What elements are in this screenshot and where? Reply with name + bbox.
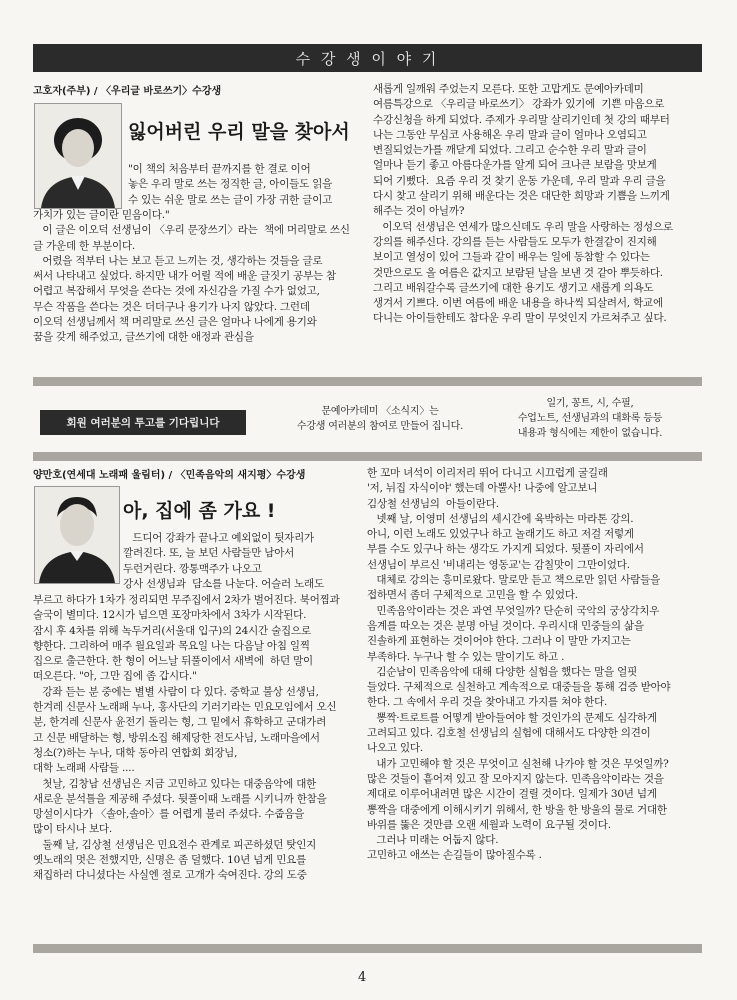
article2-author-photo [34,486,120,584]
portrait-man-icon [35,487,119,583]
article1-col1-indented: "이 책의 처음부터 끝까지를 한 결로 이어 놓은 우리 말로 쓰는 정직한 글, 아이들도 읽을 수 있는 쉬운 말로 쓰는 글이 가장 귀한 글이고 [128,163,333,206]
article1-author-photo [34,103,122,209]
notice-label: 회원 여러분의 투고를 기다립니다 [40,410,246,435]
article2-col1-indented: 드디어 강좌가 끝나고 예외없이 뒷자리가 깔려진다. 또, 늘 보던 사람들만 남아서 두런거린다. 깡통맥주가 나오고 강사 선생님과 담소를 나눈다. 어슬러 노래도 [123,532,324,590]
page-number: 4 [358,970,367,985]
footer-divider-bar [33,944,702,953]
article1-byline: 고호자(주부) / 〈우리글 바로쓰기〉수강생 [33,86,222,97]
section-divider-bar [33,377,702,386]
article1-col1-main: 가치가 있는 글이란 믿음이다." 이 글은 이오덕 선생님이 〈우리 문장쓰기〉라는 책에 머리말로 쓰신 글 가운데 한 부분이다. 어렸을 적부터 나는 보고 듣고 느끼는 것, 생각하는 것들을 글로 써서 나타내고 싶었다. 하지만 내가 어릴 적에 배운 글짓기 공부는 참 어렵고 복잡해서 무엇을 쓴다는 것에 자신감을 가질 수가 없었고, 무슨 작품을 쓴다는 것은 더더구나 용기가 나지 않았다. 그런데 이오덕 선생님께서 책 머리말로 쓰신 글은 얼마나 나에게 용기와 꿈을 갖게 해주었고, 글쓰기에 대한 애정과 관심을 [33,209,350,344]
article2-byline: 양만호(연세대 노래패 울림터) / 〈민족음악의 새지평〉수강생 [33,470,306,481]
article2-col2: 한 꼬마 녀석이 이리저리 뛰어 다니고 시끄럽게 굴길래 '저, 뉘집 자식이야' 했는데 아뿔사! 나중에 알고보니 김상철 선생님의 아들이란다. 넷째 날, 이영미 선생님의 세시간에 육박하는 마라톤 강의. 아니, 이런 노래도 있었구나 하고 놀래기도 하고 저걸 저렇게 부를 수도 있구나 하는 생각도 가지게 되었다. 뒷풀이 자리에서 선생님이 부르신 '비내리는 영동교'는 감칠맛이 그만이었다. 대체로 강의는 흥미로왔다. 말로만 듣고 책으로만 읽던 사람들을 접하면서 좀더 구체적으로 고민을 할 수 있었다. 민족음악이라는 것은 과연 무엇일까? 단순히 국악의 궁상각치우 음계를 따오는 것은 분명 아닐 것이다. 우리시대 민중들의 삶을 진솔하게 표현하는 것이어야 한다. 그러나 이 말만 가지고는 부족하다. 누구나 할 수 있는 말이기도 하고 . 김순남이 민족음악에 대해 다양한 실험을 했다는 말을 얼핏 들었다. 구체적으로 실천하고 계속적으로 대중들을 통해 검증 받아야 한다. 그 속에서 우리 것을 찾아내고 가지를 쳐야 한다. 뽕짝·트로트를 어떻게 받아들여야 할 것인가의 문제도 심각하게 고려되고 있다. 김호철 선생님의 실험에 대해서도 다양한 의견이 나오고 있다. 내가 고민해야 할 것은 무엇이고 실천해 나가야 할 것은 무엇일까? 많은 것들이 흩어져 있고 잘 모아지지 않는다. 민족음악이라는 것을 제대로 이루어내려면 많은 시간이 걸릴 것이다. 일제가 30년 넘게 뽕짝을 대중에게 이해시키기 위해서, 한 방울 한 방울의 물로 거대한 바위를 뚫은 것만큼 오랜 세월과 노력이 요구될 것이다. 그러나 미래는 어둡지 않다. 고민하고 애쓰는 손길들이 많아질수록 . [367,467,671,862]
article2-title: 아, 집에 좀 가요 ! [123,500,276,522]
notice-right-text: 일기, 꽁트, 시, 수필, 수업노트, 선생님과의 대화록 등등 내용과 형식에는 제한이 없습니다. [517,398,663,439]
notice-middle-text: 문예아카데미 〈소식지〉는 수강생 여러분의 참여로 만들어 집니다. [296,406,464,432]
article1-col2: 새롭게 일깨워 주었는지 모른다. 또한 고맙게도 문예아카데미 여름특강으로 〈우리글 바로쓰기〉 강좌가 있기에 기쁜 마음으로 수강신청을 하게 되었다. 주제가 우리말 살리기인데 첫 강의 때부터 나는 그동안 무심코 사용해온 우리 말과 글이 얼마나 오염되고 변질되었는가를 깨닫게 되었다. 그리고 순수한 우리 말과 글이 얼마나 듣기 좋고 아름다운가를 알게 되어 크나큰 보람을 맛보게 되어 기뻤다. 요즘 우리 것 찾기 운동 가운데, 우리 말과 우리 글을 다시 찾고 살리기 위해 배운다는 것은 대단한 희망과 기쁨을 느끼게 해주는 것이 아닐까? 이오덕 선생님은 연세가 많으신데도 우리 말을 사랑하는 정성으로 강의를 해주신다. 강의를 듣는 사람들도 모두가 한결같이 진지해 보이고 열성이 있어 그들과 같이 배우는 일에 동참할 수 있다는 것만으로도 올 여름은 값지고 보람된 날을 보낸 것 같아 뿌듯하다. 그리고 배워갈수록 글쓰기에 대한 용기도 생기고 새롭게 의욕도 생겨서 기쁘다. 이번 여름에 배운 내용을 하나씩 되살려서, 학교에 다니는 아이들한테도 참다운 우리 말이 무엇인지 가르쳐주고 싶다. [373,83,673,325]
section-banner [33,44,702,72]
banner-title: 수 강 생 이 야 기 [295,49,440,68]
article1-title: 잃어버린 우리 말을 찾아서 [128,121,350,143]
section-divider-bar [33,452,702,461]
portrait-woman-icon [35,104,121,208]
article2-col1-main: 부르고 하다가 1차가 정리되면 무주집에서 2차가 벌어진다. 북어찜과 술국이 별미다. 12시가 넘으면 포장마차에서 3차가 시작된다. 잠시 후 4차를 위해 녹두거리(서울대 입구)의 24시간 술집으로 향한다. 그리하여 매주 월요일과 목요일 나는 다음날 아침 일찍 집으로 출근한다. 한 형이 어느날 뒤풀이에서 새벽에 하던 말이 떠오른다. "아, 그만 집에 좀 갑시다." 강좌 듣는 분 중에는 별별 사람이 다 있다. 중학교 불상 선생님, 한겨레 신문사 노래패 누나, 홍사단의 기러기라는 민요모임에서 오신 분, 한겨레 신문사 윤전기 돌리는 형, 그 밑에서 휴학하고 군대가려 고 신문 배달하는 형, 방위소집 해제당한 전도사님, 노래마을에서 청소(?)하는 누나, 대학 동아리 연합회 회장님, 대학 노래패 사람들 .... 첫날, 김창남 선생님은 지금 고민하고 있다는 대중음악에 대한 새로운 분석틀을 제공해 주셨다. 뒷풀이때 노래를 시키니까 한참을 망설이시다가 〈솔아,솔아〉를 어렵게 불러 주셨다. 수줍음을 많이 타시나 보다. 둘째 날, 김상철 선생님은 민요전수 관계로 피곤하셨던 탓인지 옛노래의 멋은 전했지만, 신명은 좀 덜했다. 10년 넘게 민요를 채집하러 다니셨다는 사실엔 절로 고개가 숙여진다. 강의 도중 [33,594,340,882]
